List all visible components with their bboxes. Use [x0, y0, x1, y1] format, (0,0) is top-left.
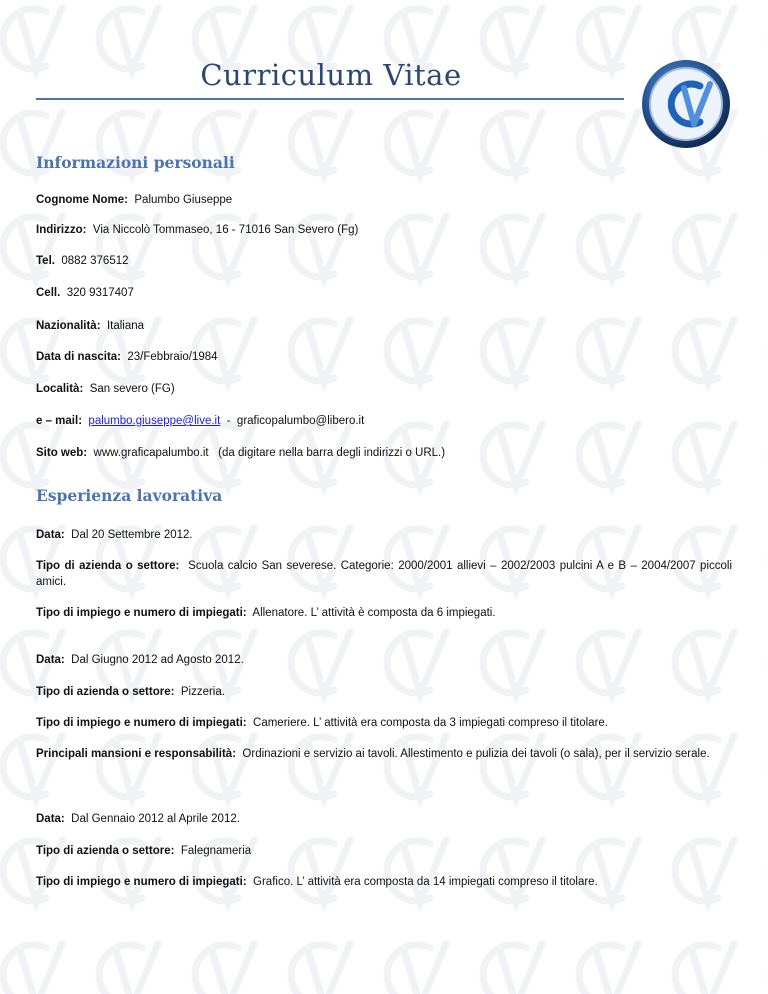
field-label: Tel. — [36, 255, 55, 267]
job-2-role — [36, 715, 732, 731]
job-2-date — [36, 652, 732, 668]
field-value: Via Niccolò Tommaseo, 16 - 71016 San Severo (Fg) — [92, 224, 359, 236]
document-title: Curriculum Vitae — [200, 58, 462, 92]
email-link[interactable]: palumbo.giuseppe@live.it — [88, 415, 221, 427]
field-label: Cognome Nome: — [36, 194, 128, 206]
job-3-role — [36, 874, 732, 890]
field-label: e – mail: — [36, 415, 83, 427]
field-tel — [36, 253, 732, 269]
field-value: Pizzeria. — [180, 686, 225, 698]
job-2-sector — [36, 684, 732, 700]
field-value: 23/Febbraio/1984 — [127, 351, 218, 363]
email-separator: - — [226, 415, 231, 427]
field-label: Data: — [36, 529, 65, 541]
field-label: Tipo di impiego e numero di impiegati: — [36, 607, 247, 619]
field-label: Cell. — [36, 287, 61, 299]
field-label: Tipo di impiego e numero di impiegati: — [36, 717, 247, 729]
field-value: Scuola calcio San severese. Categorie: 2000/2001 allievi – 2002/2003 pulcini A e B – 2004/2007 piccoli amici. — [36, 560, 733, 588]
field-value: Italiana — [106, 320, 145, 332]
section-heading-experience: Esperienza lavorativa — [36, 486, 223, 505]
job-2-duties — [36, 746, 732, 762]
field-value: Dal Giugno 2012 ad Agosto 2012. — [71, 654, 244, 666]
field-label: Nazionalità: — [36, 320, 101, 332]
field-value: 320 9317407 — [66, 287, 134, 299]
email-secondary: graficopalumbo@libero.it — [236, 415, 365, 427]
field-cell — [36, 285, 732, 301]
field-label: Indirizzo: — [36, 224, 87, 236]
job-1-sector — [36, 558, 732, 590]
field-value: Falegnameria — [180, 845, 252, 857]
field-value: San severo (FG) — [89, 383, 175, 395]
field-label: Località: — [36, 383, 84, 395]
field-value: Ordinazioni e servizio ai tavoli. Allestimento e pulizia dei tavoli (o sala), per il servizio serale. — [242, 748, 710, 760]
field-label: Data: — [36, 813, 65, 825]
field-nationality — [36, 318, 732, 334]
field-label: Tipo di azienda o settore: — [36, 845, 175, 857]
field-value: Palumbo Giuseppe — [134, 194, 233, 206]
field-value: Dal 20 Settembre 2012. — [71, 529, 193, 541]
field-label: Principali mansioni e responsabilità: — [36, 748, 237, 760]
field-value: Grafico. L’ attività era composta da 14 impiegati compreso il titolare. — [253, 876, 598, 888]
field-label: Tipo di azienda o settore: — [36, 686, 175, 698]
field-value: 0882 376512 — [61, 255, 129, 267]
field-name — [36, 192, 732, 208]
job-1-role — [36, 605, 732, 621]
cv-logo-icon — [640, 58, 732, 150]
field-value: www.graficapalumbo.it — [93, 447, 209, 459]
field-label: Tipo di impiego e numero di impiegati: — [36, 876, 247, 888]
field-address — [36, 222, 732, 238]
field-value: Cameriere. L’ attività era composta da 3 impiegati compreso il titolare. — [253, 717, 608, 729]
job-1-date — [36, 527, 732, 543]
field-website — [36, 445, 732, 461]
field-label: Sito web: — [36, 447, 88, 459]
field-value: Allenatore. L’ attività è composta da 6 impiegati. — [252, 607, 496, 619]
field-value: Dal Gennaio 2012 al Aprile 2012. — [71, 813, 240, 825]
field-label: Data: — [36, 654, 65, 666]
website-note: (da digitare nella barra degli indirizzi o URL.) — [218, 447, 446, 459]
section-heading-personal: Informazioni personali — [36, 153, 235, 172]
title-divider — [36, 98, 624, 100]
field-label: Tipo di azienda o settore: — [36, 560, 180, 572]
field-location — [36, 381, 732, 397]
field-label: Data di nascita: — [36, 351, 121, 363]
field-birth-date — [36, 349, 732, 365]
job-3-sector — [36, 843, 732, 859]
job-3-date — [36, 811, 732, 827]
field-email — [36, 413, 732, 429]
